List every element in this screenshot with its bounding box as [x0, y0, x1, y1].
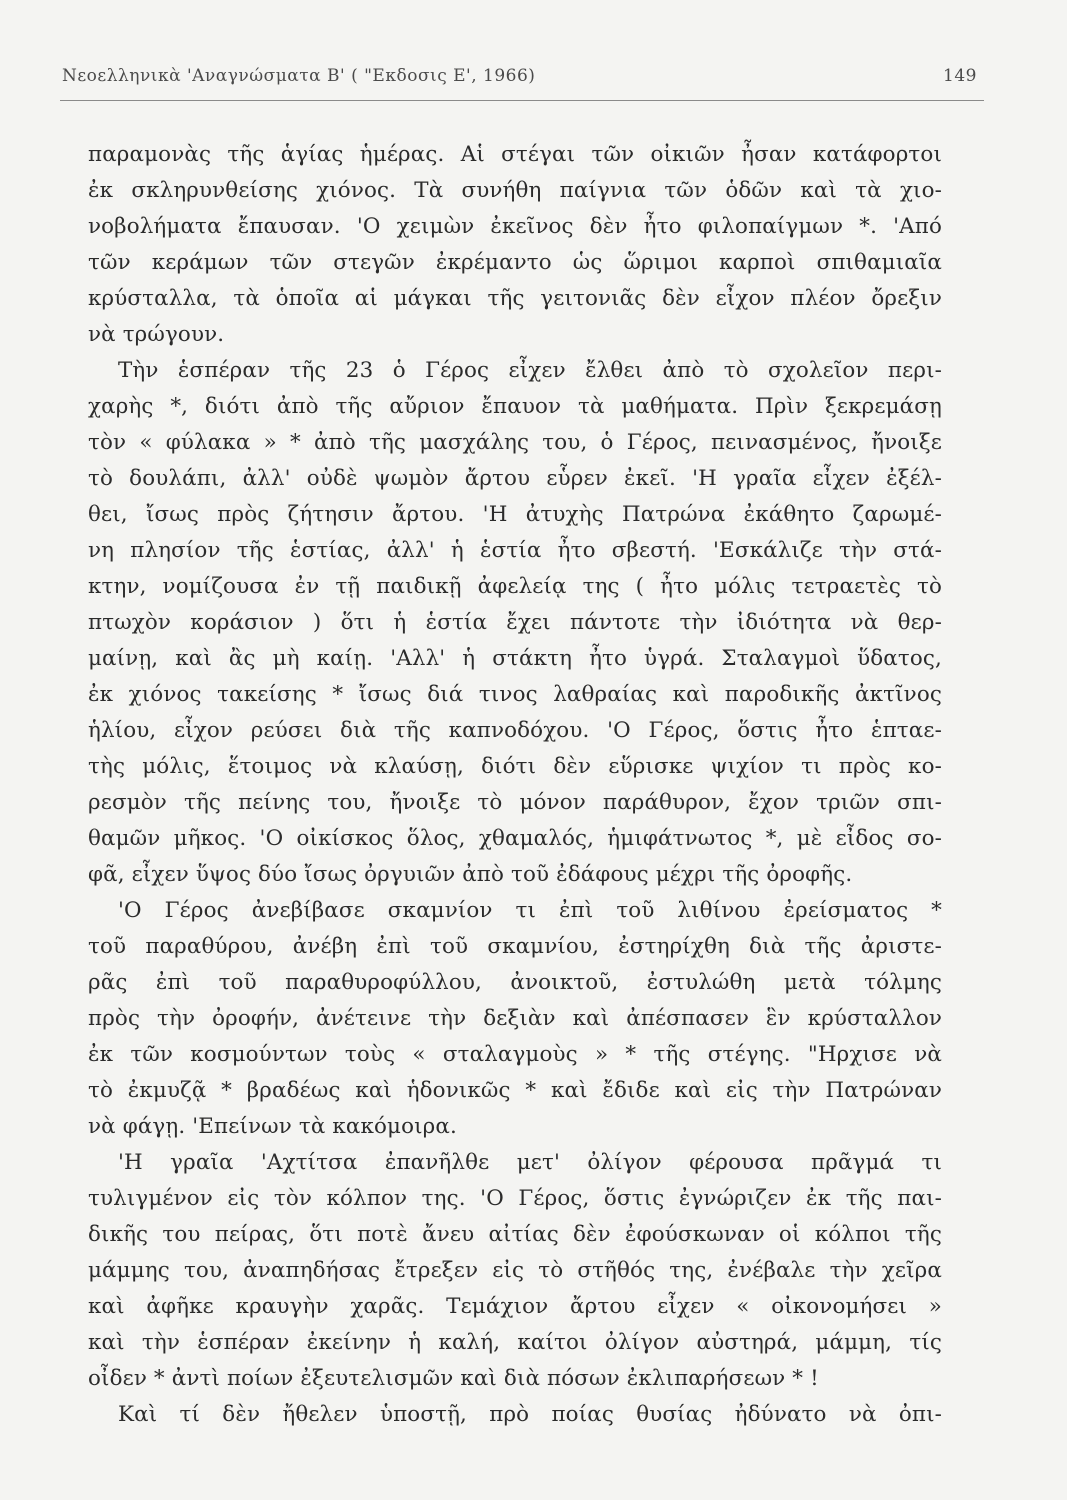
- text-line: κρύσταλλα, τὰ ὁποῖα αἱ μάγκαι τῆς γειτονιᾶς δὲν εἶχον πλέον ὄρεξιν: [88, 286, 942, 311]
- text-line: τὸ ἐκμυζᾷ * βραδέως καὶ ἡδονικῶς * καὶ ἔδιδε καὶ εἰς τὴν Πατρώναν: [88, 1078, 942, 1103]
- text-line: κτην, νομίζουσα ἐν τῇ παιδικῇ ἀφελείᾳ της ( ἦτο μόλις τετραετὲς τὸ: [88, 574, 942, 599]
- text-line: τὴς μόλις, ἕτοιμος νὰ κλαύσῃ, διότι δὲν εὕρισκε ψιχίον τι πρὸς κο-: [88, 754, 942, 779]
- text-line: Καὶ τί δὲν ἤθελεν ὑποστῇ, πρὸ ποίας θυσίας ἠδύνατο νὰ ὀπι-: [118, 1402, 942, 1427]
- text-line: καὶ τὴν ἑσπέραν ἐκείνην ἡ καλή, καίτοι ὀλίγον αὐστηρά, μάμμη, τίς: [88, 1330, 942, 1355]
- text-line: φᾶ, εἶχεν ὕψος δύο ἴσως ὀργυιῶν ἀπὸ τοῦ ἐδάφους μέχρι τῆς ὀροφῆς.: [88, 862, 853, 887]
- text-line: τῶν κεράμων τῶν στεγῶν ἐκρέμαντο ὡς ὥριμοι καρποὶ σπιθαμιαῖα: [88, 250, 942, 275]
- text-line: ἐκ χιόνος τακείσης * ἴσως διά τινος λαθραίας καὶ παροδικῆς ἀκτῖνος: [88, 682, 942, 707]
- text-line: ρᾶς ἐπὶ τοῦ παραθυροφύλλου, ἀνοικτοῦ, ἐστυλώθη μετὰ τόλμης: [88, 970, 942, 995]
- header-rule: [60, 100, 984, 101]
- text-line: ἐκ τῶν κοσμούντων τοὺς « σταλαγμοὺς » * τῆς στέγης. "Ηρχισε νὰ: [88, 1042, 942, 1067]
- text-line: παραμονὰς τῆς ἁγίας ἡμέρας. Αἱ στέγαι τῶν οἰκιῶν ἦσαν κατάφορτοι: [88, 142, 942, 167]
- text-line: πρὸς τὴν ὀροφήν, ἀνέτεινε τὴν δεξιὰν καὶ ἀπέσπασεν ἓν κρύσταλλον: [88, 1006, 942, 1031]
- text-line: χαρὴς *, διότι ἀπὸ τῆς αὔριον ἔπαυον τὰ μαθήματα. Πρὶν ξεκρεμάσῃ: [88, 394, 942, 419]
- running-head: [60, 62, 985, 94]
- text-line: Τὴν ἑσπέραν τῆς 23 ὁ Γέρος εἶχεν ἔλθει ἀπὸ τὸ σχολεῖον περι-: [118, 358, 942, 383]
- running-head-title: Νεοελληνικὰ 'Αναγνώσματα Β' ( "Εκδοσις Ε', 1966): [62, 66, 536, 86]
- text-line: θαμῶν μῆκος. 'Ο οἰκίσκος ὅλος, χθαμαλός, ἡμιφάτνωτος *, μὲ εἶδος σο-: [88, 826, 942, 851]
- text-line: θει, ἴσως πρὸς ζήτησιν ἄρτου. 'Η ἀτυχὴς Πατρώνα ἐκάθητο ζαρωμέ-: [88, 502, 942, 527]
- text-line: 'Η γραῖα 'Αχτίτσα ἐπανῆλθε μετ' ὀλίγον φέρουσα πρᾶγμά τι: [118, 1150, 942, 1175]
- text-line: δικῆς του πείρας, ὅτι ποτὲ ἄνευ αἰτίας δὲν ἐφούσκωναν οἱ κόλποι τῆς: [88, 1222, 942, 1247]
- text-line: 'Ο Γέρος ἀνεβίβασε σκαμνίον τι ἐπὶ τοῦ λιθίνου ἐρείσματος *: [118, 898, 942, 923]
- text-line: μάμμης του, ἀναπηδήσας ἔτρεξεν εἰς τὸ στῆθός της, ἐνέβαλε τὴν χεῖρα: [88, 1258, 942, 1283]
- text-line: νὰ φάγῃ. 'Επείνων τὰ κακόμοιρα.: [88, 1114, 457, 1139]
- text-line: νη πλησίον τῆς ἑστίας, ἀλλ' ἡ ἑστία ἦτο σβεστή. 'Εσκάλιζε τὴν στά-: [88, 538, 942, 563]
- text-line: καὶ ἀφῆκε κραυγὴν χαρᾶς. Τεμάχιον ἄρτου εἶχεν « οἰκονομήσει »: [88, 1294, 942, 1319]
- text-line: νὰ τρώγουν.: [88, 322, 225, 347]
- page-number: 149: [943, 66, 977, 86]
- text-line: τὸν « φύλακα » * ἀπὸ τῆς μασχάλης του, ὁ Γέρος, πεινασμένος, ἤνοιξε: [88, 430, 942, 455]
- text-line: ρεσμὸν τῆς πείνης του, ἤνοιξε τὸ μόνον παράθυρον, ἔχον τριῶν σπι-: [88, 790, 942, 815]
- text-line: μαίνῃ, καὶ ἂς μὴ καίῃ. 'Αλλ' ἡ στάκτη ἦτο ὑγρά. Σταλαγμοὶ ὕδατος,: [88, 646, 942, 671]
- text-line: νοβολήματα ἔπαυσαν. 'Ο χειμὼν ἐκεῖνος δὲν ἦτο φιλοπαίγμων *. 'Από: [88, 214, 942, 239]
- text-line: τοῦ παραθύρου, ἀνέβη ἐπὶ τοῦ σκαμνίου, ἐστηρίχθη διὰ τῆς ἀριστε-: [88, 934, 942, 959]
- text-line: τὸ δουλάπι, ἀλλ' οὐδὲ ψωμὸν ἄρτου εὗρεν ἐκεῖ. 'Η γραῖα εἶχεν ἐξέλ-: [88, 466, 942, 491]
- text-line: οἶδεν * ἀντὶ ποίων ἐξευτελισμῶν καὶ διὰ πόσων ἐκλιπαρήσεων * !: [88, 1366, 819, 1391]
- text-line: ἐκ σκληρυνθείσης χιόνος. Τὰ συνήθη παίγνια τῶν ὁδῶν καὶ τὰ χιο-: [88, 178, 942, 203]
- text-line: πτωχὸν κοράσιον ) ὅτι ἡ ἑστία ἔχει πάντοτε τὴν ἰδιότητα νὰ θερ-: [88, 610, 942, 635]
- text-line: τυλιγμένον εἰς τὸν κόλπον της. 'Ο Γέρος, ὅστις ἐγνώριζεν ἐκ τῆς παι-: [88, 1186, 942, 1211]
- text-line: ἡλίου, εἶχον ρεύσει διὰ τῆς καπνοδόχου. 'Ο Γέρος, ὅστις ἦτο ἑπταε-: [88, 718, 942, 743]
